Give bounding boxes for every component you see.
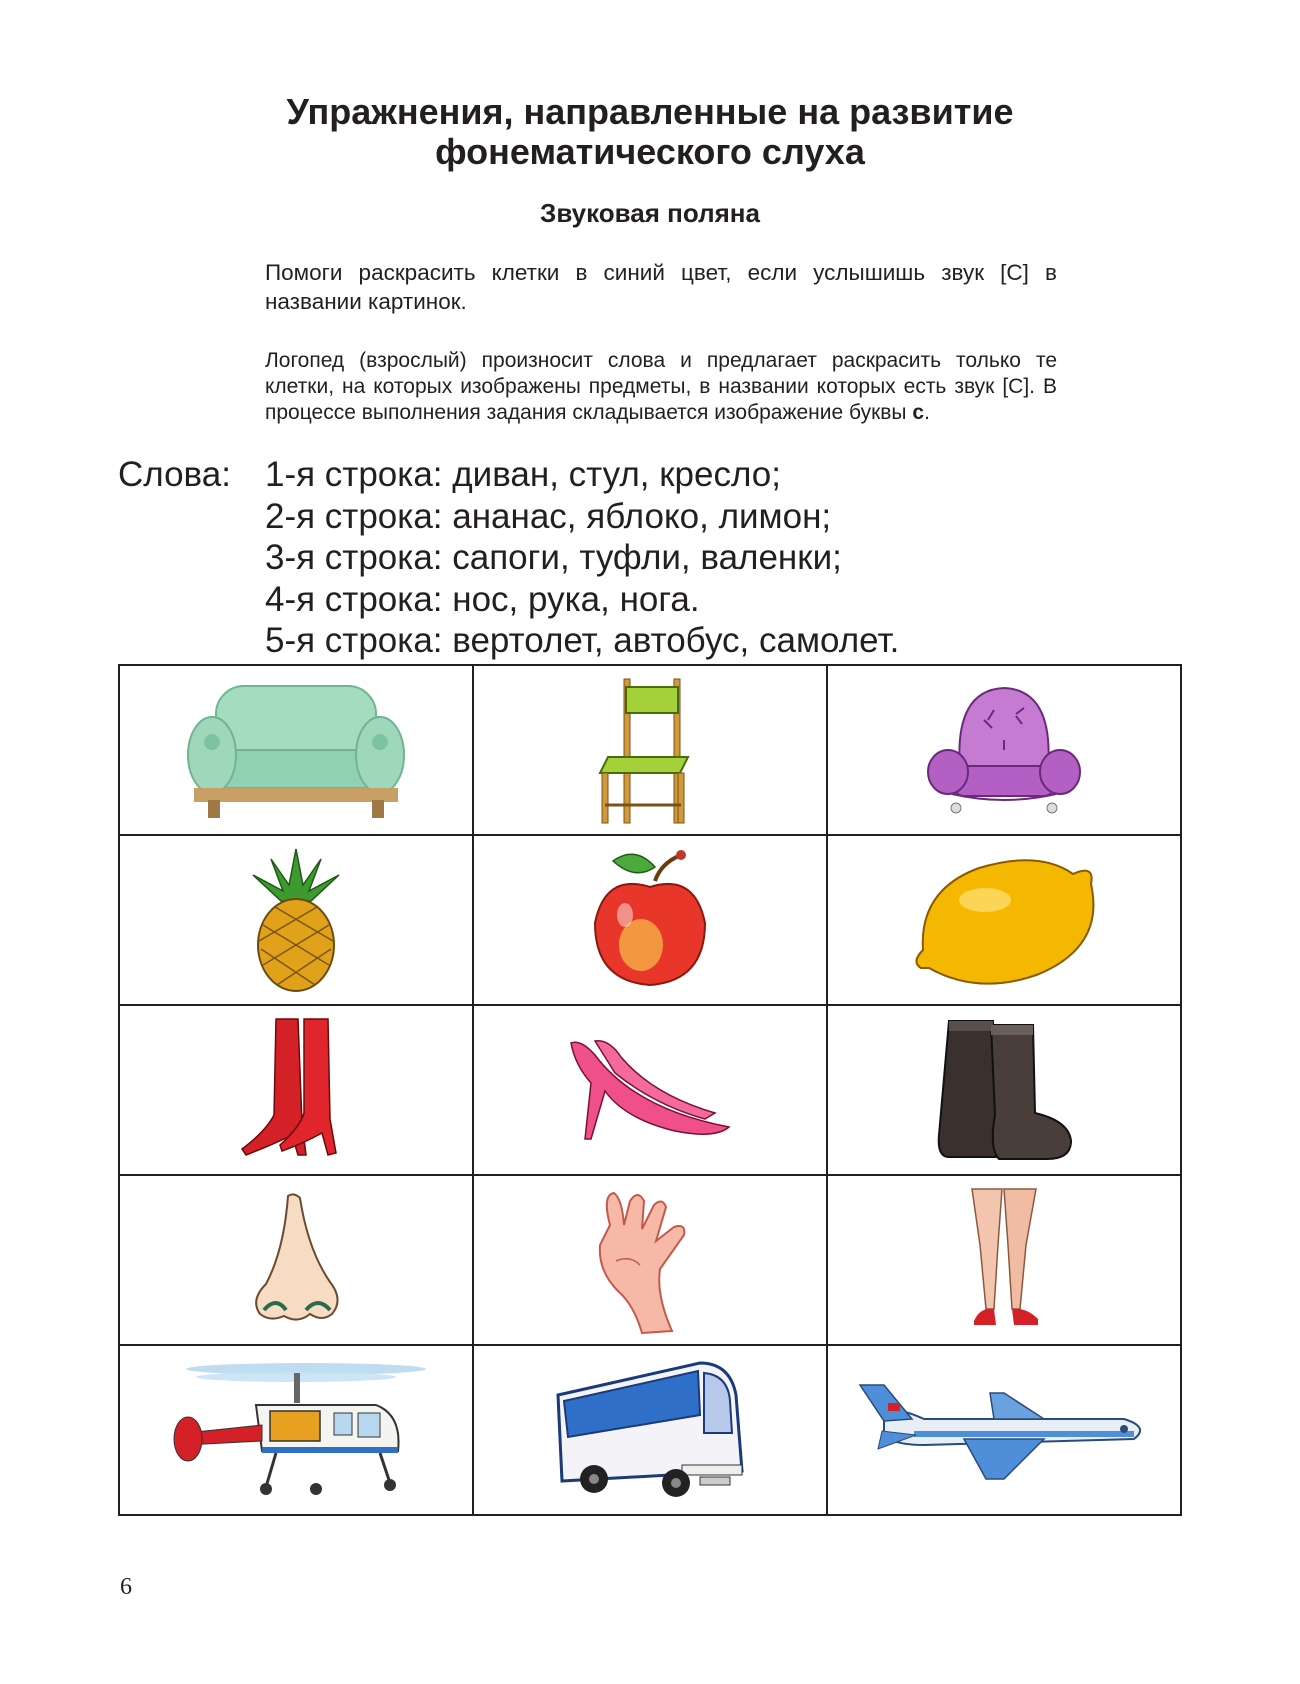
instruction-letter: с <box>912 401 925 424</box>
picture-grid <box>118 664 1182 1516</box>
grid-cell[interactable] <box>119 835 473 1005</box>
armchair-icon <box>924 680 1084 820</box>
grid-cell[interactable] <box>119 1175 473 1345</box>
title-line-1: Упражнения, направленные на развитие <box>286 91 1014 132</box>
grid-row-3 <box>119 1005 1181 1175</box>
grid-cell[interactable] <box>473 1175 827 1345</box>
grid-cell[interactable] <box>473 1345 827 1515</box>
grid-cell[interactable] <box>827 665 1181 835</box>
words-list <box>265 454 899 662</box>
words-row-3: 3-я строка: сапоги, туфли, валенки; <box>265 538 842 577</box>
instruction-adult-text: Логопед (взрослый) произносит слова и предлагает раскрасить только те клетки, на которых изображены предметы, в названии которых есть звук [С]. В процессе выполнения задания складывается изображение буквы <box>265 349 1057 424</box>
apple-icon <box>585 845 715 995</box>
words-row-2: 2-я строка: ананас, яблоко, лимон; <box>265 496 832 536</box>
airplane-icon <box>854 1375 1154 1485</box>
bus-icon <box>550 1355 750 1505</box>
instruction-end: . <box>924 401 930 424</box>
words-row-4: 4-я строка: нос, рука, нога. <box>265 579 700 619</box>
words-row-5: 5-я строка: вертолет, автобус, самолет. <box>265 621 900 660</box>
grid-cell[interactable] <box>827 1175 1181 1345</box>
grid-cell[interactable] <box>473 665 827 835</box>
boots-icon <box>236 1015 356 1165</box>
sofa-icon <box>186 680 406 820</box>
nose-icon <box>246 1190 346 1330</box>
hand-icon <box>590 1185 710 1335</box>
felt-boots-icon <box>929 1015 1079 1165</box>
helicopter-icon <box>166 1355 426 1505</box>
grid-cell[interactable] <box>119 665 473 835</box>
shoes-icon <box>565 1035 735 1145</box>
instruction-child: Помоги раскрасить клетки в синий цвет, если услышишь звук [С] в названии картинок. <box>265 260 1057 314</box>
exercise-subtitle: Звуковая поляна <box>540 198 760 228</box>
grid-cell[interactable] <box>827 1345 1181 1515</box>
pineapple-icon <box>241 845 351 995</box>
words-row-1: 1-я строка: диван, стул, кресло; <box>265 455 781 494</box>
instruction-adult <box>265 348 1057 426</box>
grid-cell[interactable] <box>119 1005 473 1175</box>
legs-icon <box>964 1185 1044 1335</box>
grid-cell[interactable] <box>473 1005 827 1175</box>
grid-row-5 <box>119 1345 1181 1515</box>
words-label: Слова: <box>118 455 231 494</box>
grid-row-2 <box>119 835 1181 1005</box>
grid-row-1 <box>119 665 1181 835</box>
lemon-icon <box>909 850 1099 990</box>
title-line-2: фонематического слуха <box>435 131 865 172</box>
grid-cell[interactable] <box>473 835 827 1005</box>
page-number: 6 <box>120 1574 132 1600</box>
grid-cell[interactable] <box>119 1345 473 1515</box>
grid-cell[interactable] <box>827 1005 1181 1175</box>
grid-cell[interactable] <box>827 835 1181 1005</box>
chair-icon <box>590 675 710 825</box>
grid-row-4 <box>119 1175 1181 1345</box>
page-title <box>0 92 1300 172</box>
